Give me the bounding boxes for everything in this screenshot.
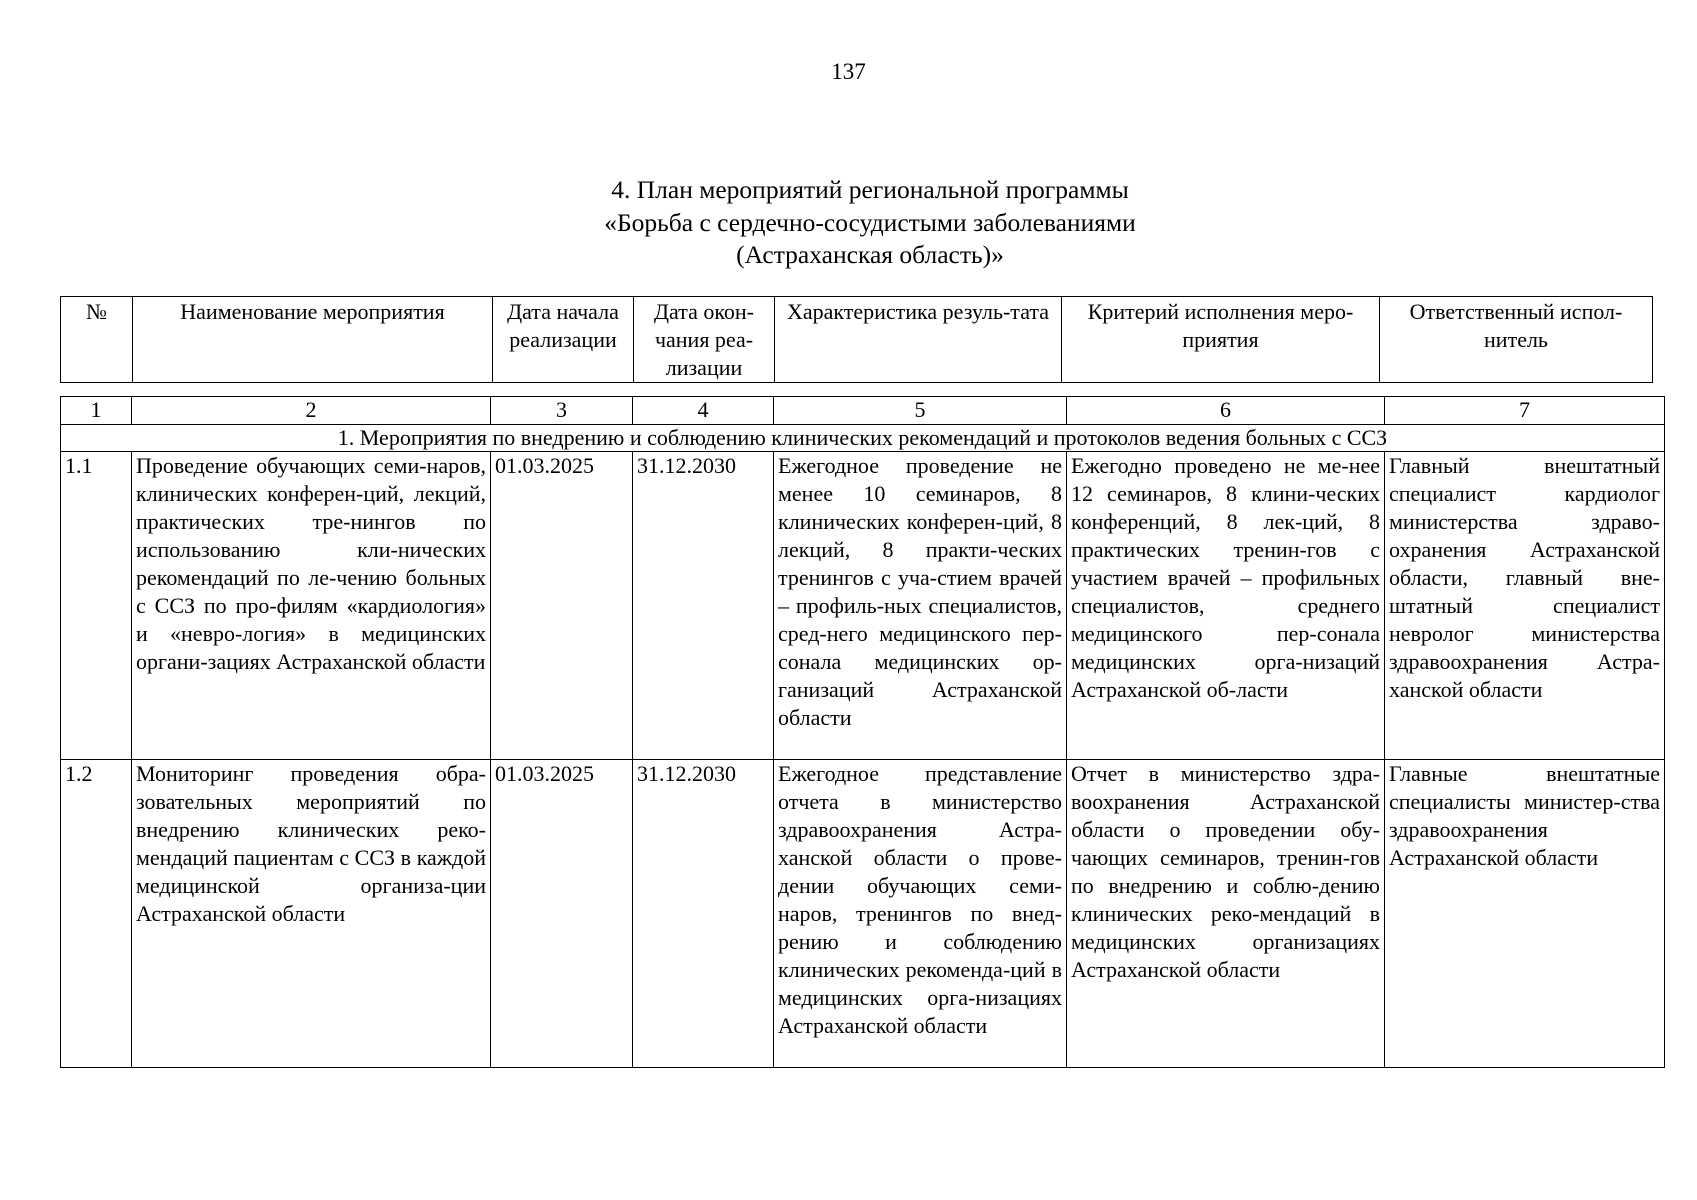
table-header [60, 296, 1653, 383]
table-row [61, 452, 1665, 760]
row-number: 1.1 [61, 452, 132, 760]
header-cell-name: Наименование мероприятия [133, 297, 493, 383]
column-number: 5 [774, 397, 1067, 425]
header-cell-result: Характеристика резуль-тата [775, 297, 1062, 383]
end-date: 31.12.2030 [633, 452, 774, 760]
completion-criterion: Ежегодно проведено не ме-нее 12 семинаров, 8 клини-ческих конференций, 8 лек-ций, 8 практических тренин-гов с участием врачей – профильных специалистов, среднего медицинского пер-сонала медицинских орга-низаций Астраханской об-ласти [1067, 452, 1385, 760]
end-date: 31.12.2030 [633, 760, 774, 1068]
header-cell-start-date: Дата начала реализации [493, 297, 634, 383]
section-row [61, 425, 1665, 452]
row-number: 1.2 [61, 760, 132, 1068]
table-row [61, 760, 1665, 1068]
plan-table [60, 396, 1665, 1068]
column-number: 7 [1385, 397, 1665, 425]
header-cell-number: № [61, 297, 133, 383]
column-number: 4 [633, 397, 774, 425]
start-date: 01.03.2025 [491, 452, 633, 760]
header-cell-criterion: Критерий исполнения меро-приятия [1062, 297, 1380, 383]
column-number: 6 [1067, 397, 1385, 425]
start-date: 01.03.2025 [491, 760, 633, 1068]
header-cell-end-date: Дата окон-чания реа-лизации [634, 297, 775, 383]
title-line-3: (Астраханская область)» [736, 240, 1004, 269]
title-line-1: 4. План мероприятий региональной программы [611, 175, 1129, 204]
header-row [61, 297, 1653, 383]
completion-criterion: Отчет в министерство здра-воохранения Астраханской области о проведении обу-чающих семинаров, тренин-гов по внедрению и соблю-дению клинических реко-мендаций в медицинских организациях Астраханской области [1067, 760, 1385, 1068]
section-title: 1. Мероприятия по внедрению и соблюдению клинических рекомендаций и протоколов ведения больных с ССЗ [61, 425, 1665, 452]
page-number: 137 [831, 59, 866, 84]
responsible-party: Главные внештатные специалисты министер-ства здравоохранения Астраханской области [1385, 760, 1665, 1068]
result-description: Ежегодное представление отчета в министерство здравоохранения Астра-ханской области о прове-дении обучающих семи-наров, тренингов по внед-рению и соблюдению клинических рекоменда-ций в медицинских орга-низациях Астраханской области [774, 760, 1067, 1068]
column-number: 3 [491, 397, 633, 425]
responsible-party: Главный внештатный специалист кардиолог министерства здраво-охранения Астраханской области, главный вне-штатный специалист невролог министерства здравоохранения Астра-ханской области [1385, 452, 1665, 760]
activity-name: Проведение обучающих семи-наров, клинических конферен-ций, лекций, практических тре-нингов по использованию кли-нических рекомендаций по ле-чению больных с ССЗ по про-филям «кардиология» и «невро-логия» в медицинских органи-зациях Астраханской области [132, 452, 491, 760]
column-number: 2 [132, 397, 491, 425]
activity-name: Мониторинг проведения обра-зовательных мероприятий по внедрению клинических реко-мендаций пациентам с ССЗ в каждой медицинской организа-ции Астраханской области [132, 760, 491, 1068]
result-description: Ежегодное проведение не менее 10 семинаров, 8 клинических конферен-ций, 8 лекций, 8 практи-ческих тренингов с уча-стием врачей – профиль-ных специалистов, сред-него медицинского пер-сонала медицинских ор-ганизаций Астраханской области [774, 452, 1067, 760]
title-line-2: «Борьба с сердечно-сосудистыми заболеваниями [604, 207, 1136, 237]
column-numbers-row [61, 397, 1665, 425]
document-title [560, 174, 1180, 272]
column-number: 1 [61, 397, 132, 425]
header-cell-responsible: Ответственный испол-нитель [1380, 297, 1653, 383]
